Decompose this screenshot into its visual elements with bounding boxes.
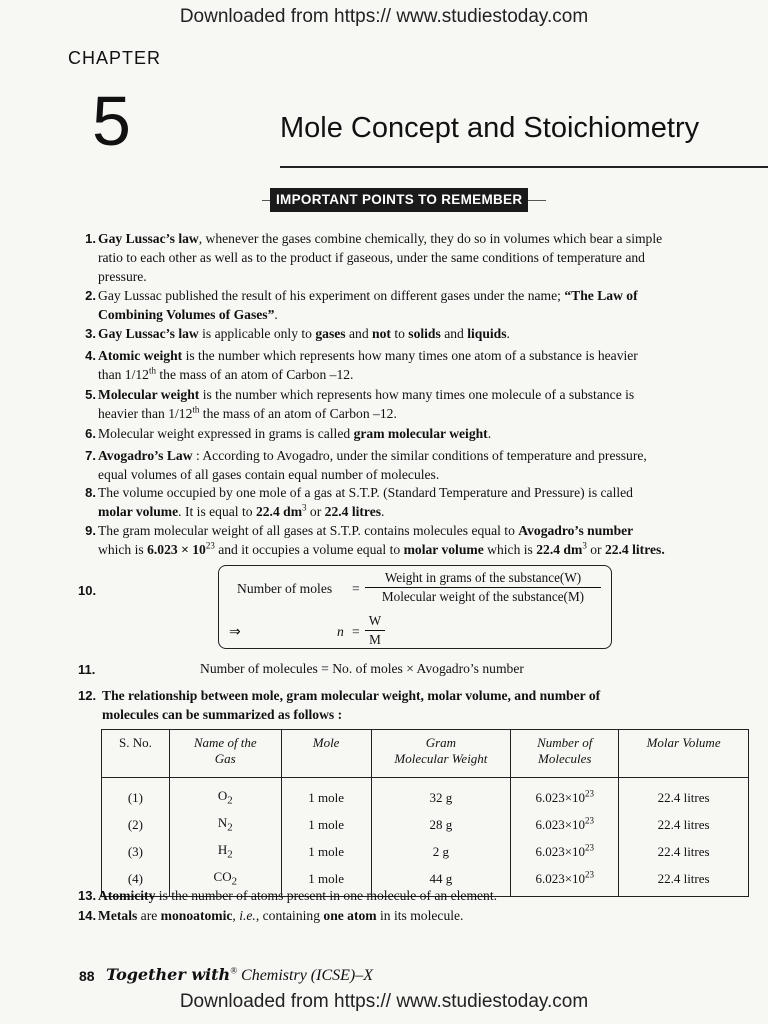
point-7	[78, 446, 748, 484]
point-number: 2.	[85, 288, 96, 303]
text: the mass of an atom of Carbon –12.	[199, 406, 397, 421]
term: one atom	[323, 908, 377, 923]
term: molar volume	[403, 542, 484, 557]
cell-volume: 22.4 litres	[619, 778, 749, 812]
cell-mole: 1 mole	[281, 865, 371, 897]
term: Avogadro’s Law	[98, 448, 193, 463]
point-number: 1.	[85, 231, 96, 246]
header-text: Gas	[214, 751, 236, 766]
term: not	[372, 326, 391, 341]
text: in its molecule.	[376, 908, 464, 923]
text: than 1/12	[98, 367, 149, 382]
point-1	[78, 229, 748, 286]
text: .	[506, 326, 510, 341]
point-2	[78, 286, 748, 324]
term: Combining Volumes of Gases”	[98, 307, 275, 322]
chapter-title: Mole Concept and Stoichiometry	[280, 112, 700, 144]
page-number: 88	[79, 968, 95, 984]
cell-weight: 32 g	[371, 778, 511, 812]
subscript: 2	[227, 848, 233, 861]
point-8	[78, 483, 748, 521]
text: pressure.	[98, 269, 147, 284]
point-11-text: Number of molecules = No. of moles × Avogadro’s number	[200, 661, 524, 676]
text: .	[274, 307, 278, 322]
text: , whenever the gases combine chemically, they do so in volumes which bear a simple	[198, 231, 663, 246]
term: “The Law of	[564, 288, 638, 303]
point-5	[78, 385, 748, 423]
header-text: Molecular Weight	[394, 751, 488, 766]
table-row	[102, 838, 749, 865]
table-row	[102, 811, 749, 838]
term: Atomic weight	[98, 348, 183, 363]
variable-n: n	[337, 624, 344, 639]
term: Metals	[98, 908, 138, 923]
cell-mole: 1 mole	[281, 838, 371, 865]
header-sno: S. No.	[102, 730, 170, 778]
value: 6.023×10	[535, 816, 586, 832]
cell-gas	[169, 778, 281, 812]
cell-weight: 28 g	[371, 811, 511, 838]
cell-mole: 1 mole	[281, 811, 371, 838]
text: which is	[483, 542, 537, 557]
point-9	[78, 521, 748, 559]
text: and	[345, 326, 373, 341]
cell-molecules	[511, 838, 619, 865]
superscript: 23	[585, 815, 595, 826]
text: equal volumes of all gases contain equal number of molecules.	[98, 467, 440, 482]
important-points-banner	[262, 188, 546, 214]
superscript: 23	[205, 540, 215, 551]
brand-logo: Together with	[106, 965, 231, 984]
text: heavier than 1/12	[98, 406, 193, 421]
cell-sno: (3)	[102, 838, 170, 865]
point-number: 6.	[85, 426, 96, 441]
subscript: 2	[227, 821, 233, 834]
cell-weight: 44 g	[371, 865, 511, 897]
text: The gram molecular weight of all gases at S.T.P. contains molecules equal to	[98, 523, 519, 538]
title-rule	[280, 166, 768, 168]
point-number: 7.	[85, 448, 96, 463]
book-name: Chemistry (ICSE)–X	[237, 967, 374, 984]
fraction-numerator: W	[365, 613, 385, 631]
term: gram molecular weight	[353, 426, 488, 441]
superscript: 23	[585, 788, 595, 799]
header-text: Name of the	[193, 735, 257, 750]
point-number: 5.	[85, 387, 96, 402]
header-gram-weight	[371, 730, 511, 778]
chapter-label: CHAPTER	[68, 48, 162, 68]
point-number: 14.	[78, 908, 97, 923]
text: are	[137, 908, 161, 923]
text: The volume occupied by one mole of a gas at S.T.P. (Standard Temperature and Pressure) is called	[98, 485, 633, 500]
header-molar-volume: Molar Volume	[619, 730, 749, 778]
point-3	[78, 324, 748, 343]
point-6	[78, 424, 748, 443]
point-13	[78, 886, 748, 905]
cell-gas	[169, 811, 281, 838]
cell-sno: (4)	[102, 865, 170, 897]
point-14	[78, 906, 748, 925]
mole-fraction	[365, 570, 601, 605]
header-text: Gram	[425, 735, 457, 750]
subscript: 2	[231, 875, 238, 888]
text: The relationship between mole, gram molecular weight, molar volume, and number of	[102, 688, 601, 703]
cell-gas	[169, 838, 281, 865]
cell-weight: 2 g	[371, 838, 511, 865]
header-text: Number of	[537, 735, 593, 750]
formula: H	[217, 842, 228, 858]
cell-molecules	[511, 811, 619, 838]
text: . It is equal to	[178, 504, 256, 519]
term: 22.4 litres	[324, 504, 382, 519]
text: or	[306, 504, 325, 519]
point-number: 8.	[85, 485, 96, 500]
term: 22.4 dm	[536, 542, 583, 557]
value: 6.023×10	[535, 843, 586, 859]
point-number: 9.	[85, 523, 96, 538]
text: is applicable only to	[198, 326, 316, 341]
text: .	[487, 426, 492, 441]
point-11-number: 11.	[78, 662, 96, 677]
superscript: 3	[582, 540, 587, 551]
cell-mole: 1 mole	[281, 778, 371, 812]
value: 6.023×10	[535, 789, 586, 805]
formula-lhs: Number of moles	[237, 581, 333, 596]
table-row	[102, 778, 749, 812]
formula-box	[218, 565, 612, 649]
formula: N	[217, 815, 228, 831]
text: , containing	[255, 908, 324, 923]
header-text: Molecules	[538, 751, 592, 766]
term: gases	[315, 326, 346, 341]
text: .	[381, 504, 385, 519]
cell-sno: (2)	[102, 811, 170, 838]
mole-relationship-table	[101, 729, 749, 897]
abbreviation: i.e.	[239, 908, 256, 923]
term: Avogadro’s number	[518, 523, 634, 538]
superscript: 3	[302, 502, 307, 513]
implies-arrow: ⇒	[229, 625, 241, 640]
value: 6.023×10	[535, 870, 586, 886]
text: ,	[232, 908, 240, 923]
table-header-row	[102, 730, 749, 778]
watermark-bottom: Downloaded from https:// www.studiestoday.com	[179, 991, 589, 1012]
term: Gay Lussac’s law	[98, 326, 199, 341]
point-12	[78, 686, 748, 724]
banner-label: IMPORTANT POINTS TO REMEMBER	[270, 188, 528, 212]
text: to	[390, 326, 409, 341]
point-10-number: 10.	[78, 583, 97, 598]
superscript: th	[148, 365, 156, 376]
watermark-top: Downloaded from https:// www.studiestoday.com	[179, 6, 589, 27]
subscript: 2	[227, 794, 233, 807]
point-number: 12.	[78, 688, 97, 703]
equals-sign: =	[352, 624, 360, 639]
point-4	[78, 346, 748, 384]
superscript: th	[192, 404, 200, 415]
chapter-number: 5	[92, 82, 131, 160]
fraction-denominator: Molecular weight of the substance(M)	[381, 589, 585, 604]
text: Molecular weight expressed in grams is called	[98, 426, 354, 441]
header-mole: Mole	[281, 730, 371, 778]
text: is the number of atoms present in one molecule of an element.	[155, 888, 498, 903]
term: 22.4 litres.	[604, 542, 665, 557]
fraction-numerator: Weight in grams of the substance(W)	[365, 570, 601, 588]
text: : According to Avogadro, under the similar conditions of temperature and pressure,	[192, 448, 647, 463]
registered-mark: ®	[230, 965, 238, 976]
term: 6.023 × 10	[147, 542, 206, 557]
text: and	[440, 326, 468, 341]
cell-volume: 22.4 litres	[619, 811, 749, 838]
text: is the number which represents how many times one molecule of a substance is	[199, 387, 635, 402]
equals-sign: =	[352, 581, 360, 596]
formula: O	[217, 788, 228, 804]
point-number: 4.	[85, 348, 96, 363]
term: Atomicity	[98, 888, 156, 903]
term: Gay Lussac’s law	[98, 231, 199, 246]
formula: CO	[213, 869, 232, 885]
text: and it occupies a volume equal to	[214, 542, 404, 557]
fraction-denominator: M	[369, 632, 381, 647]
term: solids	[408, 326, 441, 341]
cell-volume: 22.4 litres	[619, 838, 749, 865]
cell-sno: (1)	[102, 778, 170, 812]
term: Molecular weight	[98, 387, 200, 402]
superscript: 23	[585, 842, 595, 853]
text: molecules can be summarized as follows :	[102, 707, 343, 722]
text: Gay Lussac published the result of his experiment on different gases under the name;	[98, 288, 565, 303]
header-molecules	[511, 730, 619, 778]
header-gas-name	[169, 730, 281, 778]
term: liquids	[467, 326, 507, 341]
text: which is	[98, 542, 148, 557]
point-number: 3.	[85, 326, 96, 341]
text: the mass of an atom of Carbon –12.	[156, 367, 354, 382]
cell-volume: 22.4 litres	[619, 865, 749, 897]
cell-molecules	[511, 778, 619, 812]
superscript: 23	[585, 869, 595, 880]
point-number: 13.	[78, 888, 97, 903]
text: or	[586, 542, 605, 557]
term: 22.4 dm	[255, 504, 303, 519]
text: is the number which represents how many times one atom of a substance is heavier	[182, 348, 638, 363]
text: ratio to each other as well as to the product if gaseous, under the same conditions of temperature and	[98, 250, 645, 265]
term: monoatomic	[160, 908, 233, 923]
w-over-m-fraction	[365, 613, 385, 648]
term: molar volume	[98, 504, 179, 519]
footer-book-title	[106, 965, 373, 985]
